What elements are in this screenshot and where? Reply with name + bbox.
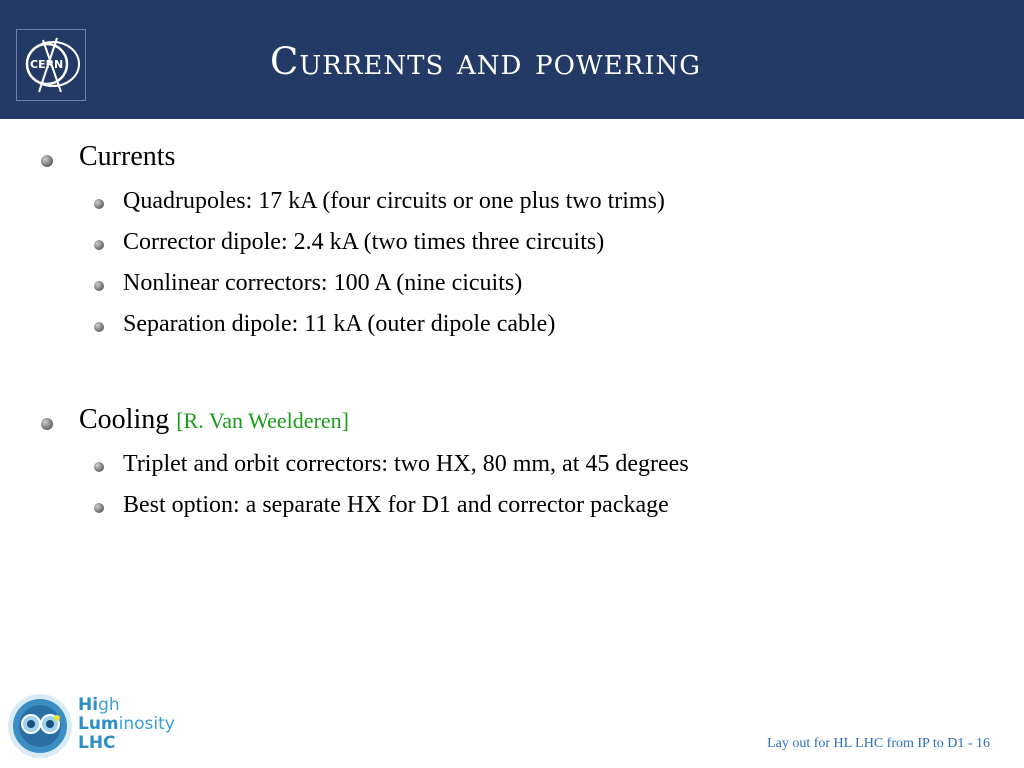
bullet-icon [94, 199, 104, 209]
list-item: Best option: a separate HX for D1 and corrector package [123, 492, 669, 518]
bullet-icon [94, 281, 104, 291]
bullet-icon [94, 462, 104, 472]
cern-logo-text: CERN [30, 58, 64, 71]
bullet-icon [41, 418, 53, 430]
hl-lhc-logo-icon [4, 688, 80, 764]
list-item: Separation dipole: 11 kA (outer dipole cable) [123, 311, 556, 337]
logo-word: Lum [78, 714, 119, 734]
footer-caption: Lay out for HL LHC from IP to D1 - 16 [767, 736, 990, 751]
bullet-icon [41, 155, 53, 167]
slide-title: Currents and powering [270, 40, 702, 83]
section-heading-currents: Currents [79, 141, 176, 172]
bullet-icon [94, 503, 104, 513]
bullet-icon [94, 322, 104, 332]
section-heading-label: Cooling [79, 404, 170, 435]
list-item: Quadrupoles: 17 kA (four circuits or one plus two trims) [123, 188, 665, 214]
logo-word: LHC [78, 733, 116, 753]
logo-word: gh [98, 695, 120, 715]
list-item: Triplet and orbit correctors: two HX, 80 mm, at 45 degrees [123, 451, 689, 477]
list-item: Nonlinear correctors: 100 A (nine cicuits) [123, 270, 523, 296]
bullet-icon [94, 240, 104, 250]
cern-logo [16, 29, 86, 101]
section-heading-cooling [79, 404, 349, 436]
logo-word: Hi [78, 695, 99, 715]
cern-logo-icon [17, 30, 85, 100]
list-item: Corrector dipole: 2.4 kA (two times three circuits) [123, 229, 605, 255]
hl-lhc-wordmark [78, 696, 175, 753]
logo-word: inosity [118, 714, 175, 734]
reference-citation: [R. Van Weelderen] [176, 408, 349, 433]
slide-header [0, 0, 1024, 119]
